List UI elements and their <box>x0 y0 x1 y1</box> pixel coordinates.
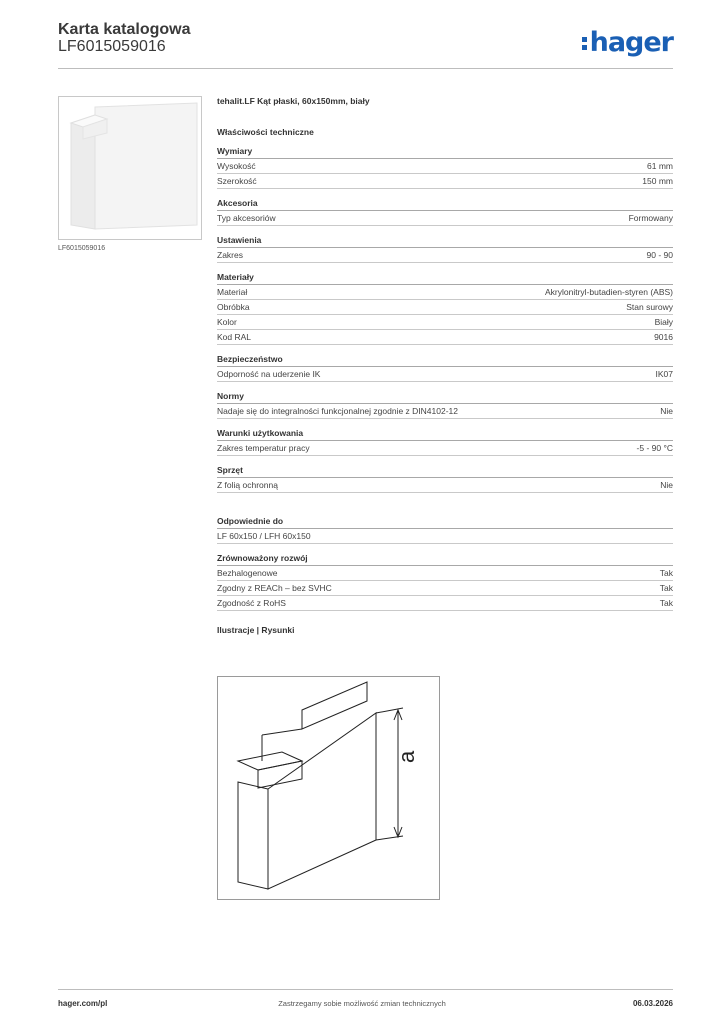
row-label: Bezhalogenowe <box>217 568 278 578</box>
row-value: Stan surowy <box>626 302 673 312</box>
row-label: Nadaje się do integralności funkcjonalnej zgodnie z DIN4102-12 <box>217 406 458 416</box>
row-value: 150 mm <box>642 176 673 186</box>
row-value: Tak <box>659 568 673 578</box>
row-label: LF 60x150 / LFH 60x150 <box>217 531 311 541</box>
spec-row <box>217 300 673 315</box>
group-title: Warunki użytkowania <box>217 428 673 441</box>
spec-group <box>217 235 673 263</box>
document-title: Karta katalogowa <box>58 21 191 38</box>
row-label: Zakres <box>217 250 243 260</box>
product-name: tehalit.LF Kąt płaski, 60x150mm, biały <box>217 96 370 106</box>
spec-group <box>217 465 673 493</box>
spec-row <box>217 581 673 596</box>
spec-row <box>217 596 673 611</box>
footer-date: 06.03.2026 <box>632 999 673 1008</box>
spec-group <box>217 198 673 226</box>
spec-groups <box>217 146 673 493</box>
row-label: Szerokość <box>217 176 257 186</box>
spec-group <box>217 272 673 345</box>
group-title: Ustawienia <box>217 235 673 248</box>
spec-row <box>217 330 673 345</box>
row-label: Materiał <box>217 287 248 297</box>
group-title: Akcesoria <box>217 198 673 211</box>
row-label: Z folią ochronną <box>217 480 278 490</box>
spec-group <box>217 391 673 419</box>
illustrations-title: Ilustracje | Rysunki <box>217 625 295 635</box>
row-label: Zgodność z RoHS <box>217 598 286 608</box>
dimension-label-a: a <box>394 750 419 763</box>
product-photo-image <box>59 97 201 239</box>
spec-row <box>217 529 673 544</box>
spec-group <box>217 146 673 189</box>
row-value: Formowany <box>628 213 673 223</box>
footer-note: Zastrzegamy sobie możliwość zmian technicznych <box>278 999 446 1008</box>
logo-text: hager <box>589 27 673 58</box>
row-value: Akrylonitryl-butadien-styren (ABS) <box>544 287 673 297</box>
spec-content <box>217 96 673 635</box>
row-label: Wysokość <box>217 161 256 171</box>
spec-row <box>217 174 673 189</box>
row-label: Odporność na uderzenie IK <box>217 369 321 379</box>
row-value: Biały <box>654 317 673 327</box>
technical-properties-title: Właściwości techniczne <box>217 127 314 137</box>
spec-group <box>217 428 673 456</box>
suitable-for-group <box>217 516 673 544</box>
header-divider <box>58 68 673 69</box>
group-title: Wymiary <box>217 146 673 159</box>
row-label: Zgodny z REACh – bez SVHC <box>217 583 332 593</box>
group-title: Normy <box>217 391 673 404</box>
footer-website-link[interactable]: hager.com/pl <box>58 999 108 1008</box>
spec-row <box>217 441 673 456</box>
spec-row <box>217 404 673 419</box>
product-code: LF6015059016 <box>58 38 166 55</box>
spec-group <box>217 354 673 382</box>
footer-divider <box>58 989 673 990</box>
group-title: Zrównoważony rozwój <box>217 553 673 566</box>
group-title: Materiały <box>217 272 673 285</box>
row-value: 90 - 90 <box>646 250 673 260</box>
spec-row <box>217 478 673 493</box>
row-label: Typ akcesoriów <box>217 213 276 223</box>
photo-caption: LF6015059016 <box>58 245 106 252</box>
spec-row <box>217 367 673 382</box>
spec-row <box>217 566 673 581</box>
spec-row <box>217 211 673 226</box>
row-value: Nie <box>660 480 673 490</box>
technical-drawing-svg <box>218 677 439 899</box>
spec-row <box>217 159 673 174</box>
product-photo <box>58 96 202 240</box>
spec-row <box>217 248 673 263</box>
row-value: -5 - 90 °C <box>636 443 673 453</box>
logo-dots-icon <box>582 35 588 53</box>
row-label: Zakres temperatur pracy <box>217 443 310 453</box>
row-value: IK07 <box>655 369 673 379</box>
row-label: Kod RAL <box>217 332 252 342</box>
spec-row <box>217 285 673 300</box>
group-title: Odpowiednie do <box>217 516 673 529</box>
row-value: Nie <box>660 406 673 416</box>
row-label: Obróbka <box>217 302 250 312</box>
hager-logo[interactable] <box>582 27 673 58</box>
row-value: Tak <box>659 598 673 608</box>
row-value: 9016 <box>654 332 673 342</box>
row-value: Tak <box>659 583 673 593</box>
group-title: Bezpieczeństwo <box>217 354 673 367</box>
technical-drawing <box>217 676 440 900</box>
group-title: Sprzęt <box>217 465 673 478</box>
row-value: 61 mm <box>647 161 673 171</box>
spec-row <box>217 315 673 330</box>
row-label: Kolor <box>217 317 237 327</box>
sustainability-group <box>217 553 673 611</box>
